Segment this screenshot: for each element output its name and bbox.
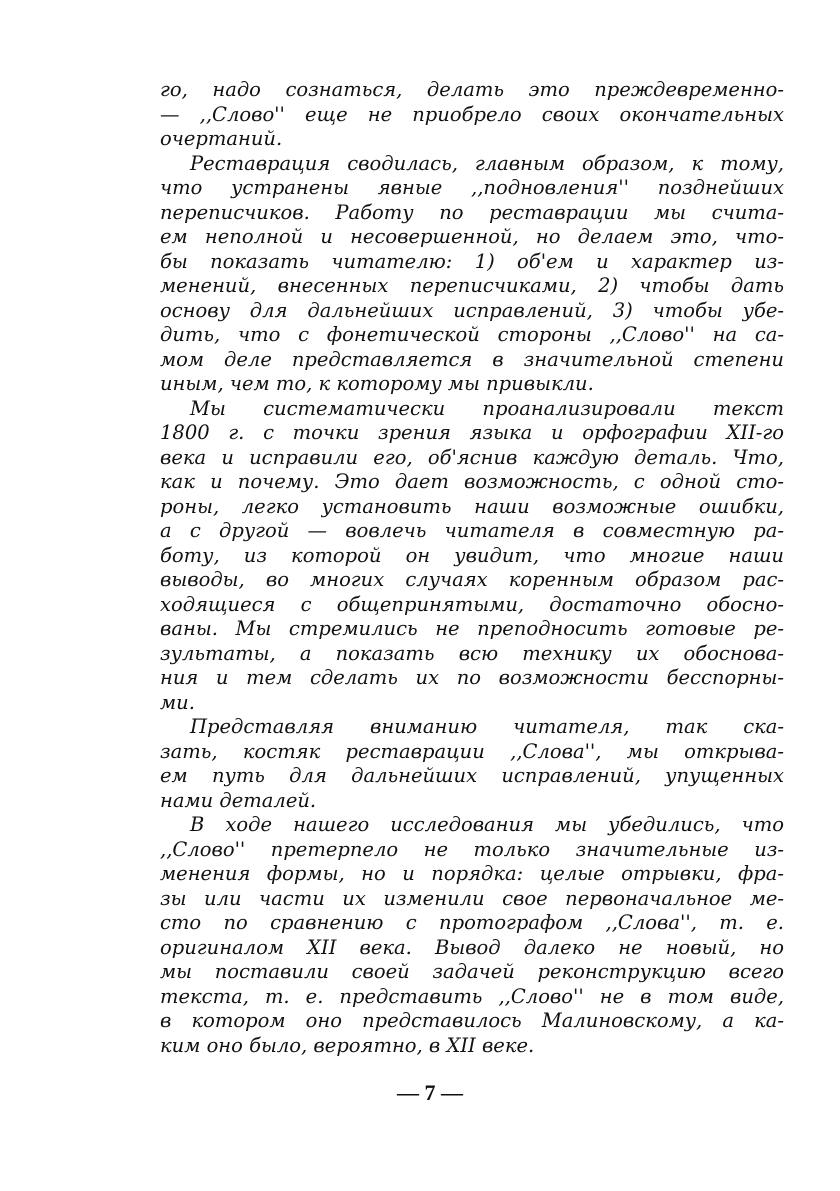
paragraph [160, 152, 784, 397]
text-line: очертаний. [160, 127, 283, 150]
text-line: в котором оно представилось Малиновскому, а ка- [160, 1009, 784, 1032]
text-line: — ,,Слово'' еще не приобрело своих окончательных [160, 102, 784, 126]
text-line: ,,Слово'' претерпело не только значительные из- [160, 837, 784, 861]
text-line: выводы, во многих случаях коренным образом рас- [160, 568, 784, 591]
text-line: В ходе нашего исследования мы убедились, что [190, 813, 784, 836]
text-line: боту, из которой он увидит, что многие наши [160, 543, 784, 567]
paragraph [160, 715, 784, 813]
text-line: века и исправили его, об'яснив каждую деталь. Что, [160, 445, 784, 469]
text-line: роны, легко установить наши возможные ошибки, [160, 494, 784, 518]
page-body-text [160, 78, 784, 1058]
text-line: ваны. Мы стремились не преподносить готовые ре- [160, 617, 784, 640]
text-line: основу для дальнейших исправлений, 3) чтобы убе- [160, 298, 784, 322]
text-line: а с другой — вовлечь читателя в совместную ра- [160, 519, 784, 542]
text-line: переписчиков. Работу по реставрации мы счита- [160, 200, 784, 224]
text-line: что устранены явные ,,подновления'' позднейших [160, 176, 784, 199]
text-line: менений, внесенных переписчиками, 2) чтобы дать [160, 274, 784, 297]
paragraph [160, 78, 784, 152]
text-line: иным, чем то, к которому мы привыкли. [160, 372, 594, 395]
paragraph [160, 397, 784, 716]
paragraph [160, 813, 784, 1058]
text-line: зы или части их изменили свое первоначальное ме- [160, 886, 784, 910]
text-line: ким оно было, вероятно, в XII веке. [160, 1033, 535, 1057]
text-line: мом деле представляется в значительной степени [160, 347, 784, 371]
page-number: — 7 — [397, 1080, 463, 1105]
text-line: Представляя вниманию читателя, так ска- [190, 715, 784, 738]
text-line: текста, т. е. представить ,,Слово'' не в том виде, [160, 984, 784, 1008]
text-line: го, надо сознаться, делать это преждевременно- [160, 78, 784, 101]
text-line: ем неполной и несовершенной, но делаем это, что- [160, 225, 784, 248]
text-line: сто по сравнению с протографом ,,Слова'', т. е. [160, 911, 784, 934]
text-line: бы показать читателю: 1) об'ем и характер из- [160, 249, 784, 273]
text-line: ем путь для дальнейших исправлений, упущенных [160, 764, 784, 787]
text-line: Реставрация сводилась, главным образом, к тому, [190, 151, 784, 175]
text-line: менения формы, но и порядка: целые отрывки, фра- [160, 862, 784, 885]
text-line: зультаты, а показать всю технику их обоснова- [160, 641, 784, 665]
text-line: мы поставили своей задачей реконструкцию всего [160, 960, 784, 983]
text-line: 1800 г. с точки зрения языка и орфографии XII-го [160, 421, 784, 444]
text-line: Мы систематически проанализировали текст [190, 396, 784, 420]
text-line: оригиналом XII века. Вывод далеко не новый, но [160, 935, 784, 959]
text-line: дить, что с фонетической стороны ,,Слово'' на са- [160, 323, 784, 346]
text-line: ми. [160, 690, 195, 714]
text-line: зать, костяк реставрации ,,Слова'', мы открыва- [160, 739, 784, 763]
text-line: ходящиеся с общепринятыми, достаточно обосно- [160, 592, 784, 616]
text-line: как и почему. Это дает возможность, с одной сто- [160, 470, 784, 493]
text-line: нами деталей. [160, 788, 317, 812]
text-line: ния и тем сделать их по возможности бесспорны- [160, 666, 784, 689]
